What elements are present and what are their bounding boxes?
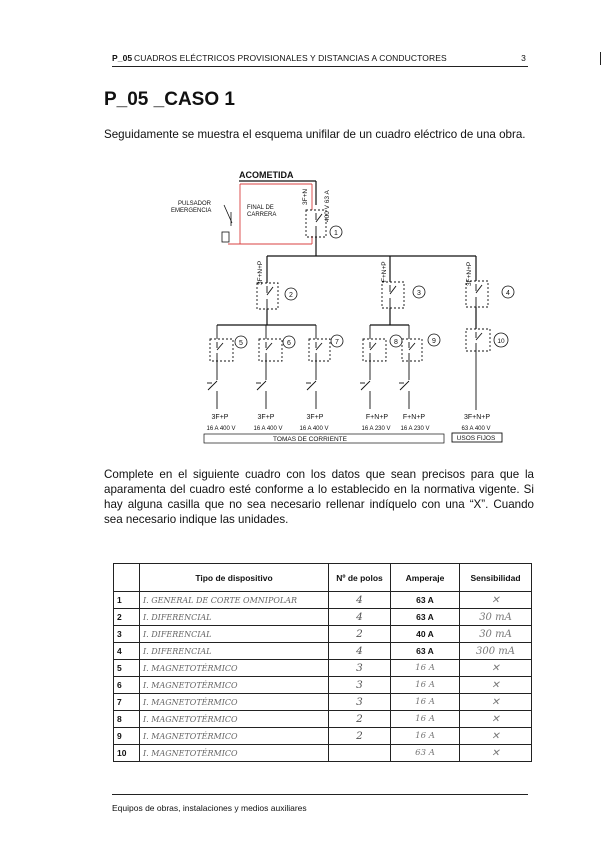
id-label-4: 4 [506,290,510,297]
page-footer: Equipos de obras, instalaciones y medios auxiliares [112,794,528,813]
row-sensibilidad[interactable]: 300 mA [460,643,532,660]
socket-1-icon [207,361,217,409]
row-tipo[interactable]: I. MAGNETOTÉRMICO [140,745,329,762]
rcd-2-symbol [257,283,278,309]
row-tipo[interactable]: I. MAGNETOTÉRMICO [140,694,329,711]
row-polos[interactable]: 2 [329,711,391,728]
row-number: 7 [114,694,140,711]
row-amperaje[interactable]: 16 A [391,694,460,711]
id-label-6: 6 [287,340,291,347]
socket-3-icon [306,361,316,409]
header-amperaje: Amperaje [391,564,460,592]
outlet-5-rating: 16 A 230 V [400,426,430,432]
table-row [114,677,532,694]
socket-5-icon [399,361,409,409]
table-header-row [114,564,532,592]
outlet-6-type: 3F+N+P [463,414,491,421]
header-tipo: Tipo de dispositivo [140,564,329,592]
row-sensibilidad[interactable]: ✕ [460,711,532,728]
acometida-label: ACOMETIDA [239,170,294,180]
row-number: 10 [114,745,140,762]
table-row [114,728,532,745]
table-row [114,711,532,728]
row-polos[interactable]: 3 [329,677,391,694]
row-polos[interactable]: 4 [329,609,391,626]
id-label-5: 5 [239,340,243,347]
table-row [114,643,532,660]
table-row [114,592,532,609]
header-sensibilidad: Sensibilidad [460,564,532,592]
row-polos[interactable] [329,745,391,762]
socket-4-icon [360,361,370,409]
row-tipo[interactable]: I. MAGNETOTÉRMICO [140,711,329,728]
branch-c-label: 3F+N+P [466,261,473,286]
row-polos[interactable]: 4 [329,643,391,660]
row-sensibilidad[interactable]: ✕ [460,694,532,711]
id-label-7: 7 [335,339,339,346]
instructions-text: Complete en el siguiente cuadro con los datos que sean precisos para que la aparamenta del cuadro esté conforme a lo establecido en la normativa vigente. Si hay alguna casilla que no sea necesario rellenar indíquelo con una “X”. Cuando sea necesario indique las unidades. [104,468,534,526]
row-polos[interactable]: 3 [329,694,391,711]
row-number: 8 [114,711,140,728]
branch-b-label: F+N+P [381,261,388,282]
final-carrera-label-2: CARRERA [247,212,277,218]
breaker-9-symbol [402,325,422,361]
row-polos[interactable]: 3 [329,660,391,677]
breaker-6-symbol [259,325,282,361]
row-number: 5 [114,660,140,677]
outlet-2-rating: 16 A 400 V [253,426,283,432]
main-phase-label: 3F+N [302,188,309,205]
header-polos: Nº de polos [329,564,391,592]
usos-fijos-label: USOS FIJOS [456,435,496,442]
row-polos[interactable]: 2 [329,728,391,745]
row-sensibilidad[interactable]: ✕ [460,745,532,762]
row-amperaje[interactable]: 16 A [391,728,460,745]
header-title: CUADROS ELÉCTRICOS PROVISIONALES Y DISTANCIAS A CONDUCTORES [134,53,447,63]
row-amperaje[interactable]: 16 A [391,677,460,694]
page-number: 3 [521,53,526,63]
outlet-1-type: 3F+P [211,414,229,421]
row-number: 1 [114,592,140,609]
socket-2-icon [256,361,266,409]
outlet-4-type: F+N+P [365,414,389,421]
outlet-1-rating: 16 A 400 V [206,426,236,432]
row-amperaje[interactable]: 63 A [391,592,460,609]
row-number: 3 [114,626,140,643]
row-tipo[interactable]: I. DIFERENCIAL [140,626,329,643]
header-number [114,564,140,592]
intro-text: Seguidamente se muestra el esquema unifilar de un cuadro eléctrico de una obra. [104,128,526,141]
table-row [114,660,532,677]
breaker-8-symbol [363,325,386,361]
row-tipo[interactable]: I. MAGNETOTÉRMICO [140,728,329,745]
branch-a-label: 3F+N+P [257,260,264,285]
id-label-1: 1 [334,230,338,237]
id-label-2: 2 [289,292,293,299]
row-sensibilidad[interactable]: 30 mA [460,609,532,626]
row-tipo[interactable]: I. MAGNETOTÉRMICO [140,677,329,694]
row-number: 9 [114,728,140,745]
row-sensibilidad[interactable]: ✕ [460,660,532,677]
table-row [114,626,532,643]
page-title: P_05 _CASO 1 [104,89,235,110]
row-tipo[interactable]: I. DIFERENCIAL [140,609,329,626]
outlet-3-type: 3F+P [306,414,324,421]
outlet-5-type: F+N+P [402,414,426,421]
row-sensibilidad[interactable]: ✕ [460,728,532,745]
id-label-9: 9 [432,338,436,345]
row-amperaje[interactable]: 63 A [391,609,460,626]
row-amperaje[interactable]: 16 A [391,660,460,677]
table-row [114,745,532,762]
row-polos[interactable]: 4 [329,592,391,609]
main-voltage-label: 400 V 63 A [324,190,331,222]
pulsador-label-2: EMERGENCIA [171,208,212,214]
breaker-5-symbol [210,325,233,361]
table-row [114,609,532,626]
tomas-label: TOMAS DE CORRIENTE [273,436,347,443]
pulsador-label-1: PULSADOR [178,201,212,207]
row-number: 2 [114,609,140,626]
row-tipo[interactable]: I. MAGNETOTÉRMICO [140,660,329,677]
row-sensibilidad[interactable]: ✕ [460,592,532,609]
row-tipo[interactable]: I. GENERAL DE CORTE OMNIPOLAR [140,592,329,609]
table-row [114,694,532,711]
id-label-3: 3 [417,290,421,297]
row-polos[interactable]: 2 [329,626,391,643]
row-amperaje[interactable]: 16 A [391,711,460,728]
breaker-7-symbol [309,325,330,361]
id-label-10: 10 [497,338,505,345]
row-sensibilidad[interactable]: ✕ [460,677,532,694]
breaker-10-symbol [466,329,490,410]
header-code: P_05 [112,53,133,63]
row-amperaje[interactable]: 63 A [391,643,460,660]
row-tipo[interactable]: I. DIFERENCIAL [140,643,329,660]
id-label-8: 8 [394,339,398,346]
outlet-4-rating: 16 A 230 V [361,426,391,432]
main-switch-symbol [306,210,326,237]
row-number: 6 [114,677,140,694]
row-amperaje[interactable]: 40 A [391,626,460,643]
final-carrera-label-1: FINAL DE [247,205,274,211]
row-sensibilidad[interactable]: 30 mA [460,626,532,643]
row-number: 4 [114,643,140,660]
outlet-2-type: 3F+P [257,414,275,421]
row-amperaje[interactable]: 63 A [391,745,460,762]
emergency-button-icon [222,205,232,242]
outlet-6-rating: 63 A 400 V [461,426,491,432]
outlet-3-rating: 16 A 400 V [299,426,329,432]
rcd-3-symbol [382,282,404,308]
device-table [113,563,532,762]
